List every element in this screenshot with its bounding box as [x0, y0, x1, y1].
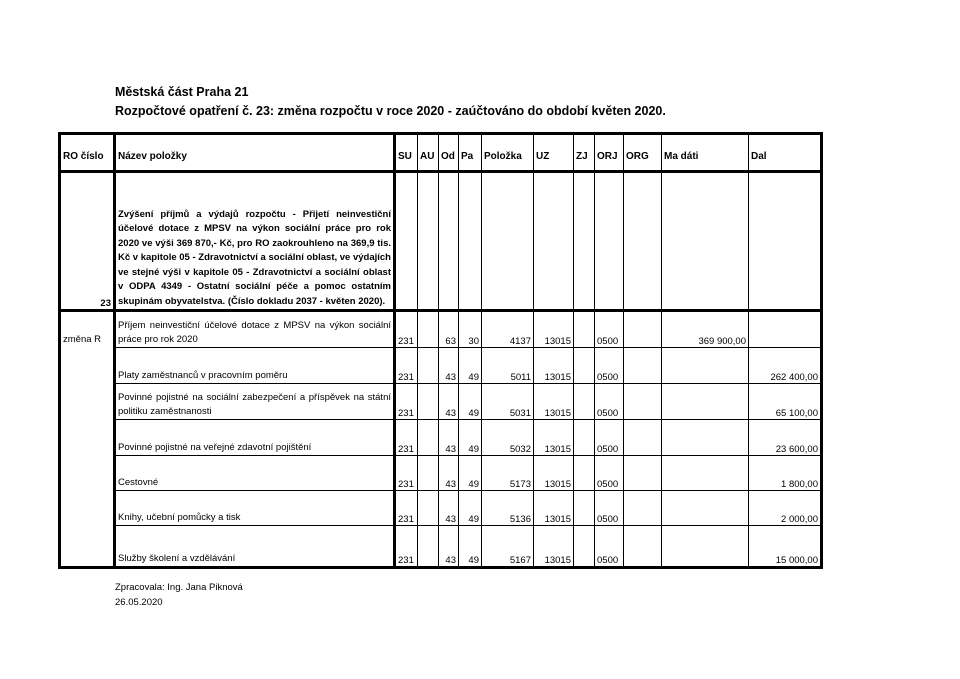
- uz: 13015: [534, 348, 574, 384]
- au: [418, 420, 439, 456]
- ma-dati: [662, 348, 749, 384]
- dal: 1 800,00: [749, 456, 822, 491]
- pa: 30: [459, 311, 482, 348]
- document-footer: [115, 580, 243, 610]
- table-header-row: [60, 134, 822, 172]
- orj: 0500: [595, 311, 624, 348]
- dal: 23 600,00: [749, 420, 822, 456]
- au: [418, 311, 439, 348]
- col-pa: Pa: [459, 134, 482, 172]
- org: [624, 420, 662, 456]
- budget-table: [58, 132, 823, 569]
- su: 231: [395, 526, 418, 568]
- zj: [574, 311, 595, 348]
- item-name: Služby školení a vzdělávání: [115, 526, 395, 568]
- col-zj: ZJ: [574, 134, 595, 172]
- au: [418, 348, 439, 384]
- org: [624, 348, 662, 384]
- table-row: [60, 311, 822, 348]
- prepared-date: 26.05.2020: [115, 597, 163, 608]
- col-ro-cislo: RO číslo: [60, 134, 115, 172]
- org: [624, 526, 662, 568]
- od: 43: [439, 420, 459, 456]
- description-row: [60, 172, 822, 311]
- col-org: ORG: [624, 134, 662, 172]
- od: 43: [439, 348, 459, 384]
- zj: [574, 491, 595, 526]
- change-label: změna R: [60, 311, 115, 568]
- dal: 262 400,00: [749, 348, 822, 384]
- uz: 13015: [534, 384, 574, 420]
- od: 43: [439, 491, 459, 526]
- table-row: [60, 420, 822, 456]
- org: [624, 384, 662, 420]
- document-title: Rozpočtové opatření č. 23: změna rozpočtu v roce 2020 - zaúčtováno do období květen 2020.: [115, 104, 666, 118]
- table-row: [60, 526, 822, 568]
- su: 231: [395, 491, 418, 526]
- od: 43: [439, 384, 459, 420]
- table-row: [60, 456, 822, 491]
- pa: 49: [459, 456, 482, 491]
- orj: 0500: [595, 456, 624, 491]
- uz: 13015: [534, 491, 574, 526]
- orj: 0500: [595, 491, 624, 526]
- su: 231: [395, 384, 418, 420]
- su: 231: [395, 311, 418, 348]
- item-name: Povinné pojistné na veřejné zdavotní pojištění: [115, 420, 395, 456]
- pa: 49: [459, 491, 482, 526]
- org: [624, 311, 662, 348]
- dal: 65 100,00: [749, 384, 822, 420]
- orj: 0500: [595, 526, 624, 568]
- col-uz: UZ: [534, 134, 574, 172]
- item-name: Knihy, učební pomůcky a tisk: [115, 491, 395, 526]
- col-su: SU: [395, 134, 418, 172]
- uz: 13015: [534, 526, 574, 568]
- orj: 0500: [595, 384, 624, 420]
- ma-dati: [662, 491, 749, 526]
- polozka: 5031: [482, 384, 534, 420]
- document-header: [115, 83, 666, 121]
- polozka: 5173: [482, 456, 534, 491]
- od: 43: [439, 456, 459, 491]
- ma-dati: [662, 384, 749, 420]
- su: 231: [395, 420, 418, 456]
- col-polozka: Položka: [482, 134, 534, 172]
- od: 63: [439, 311, 459, 348]
- au: [418, 456, 439, 491]
- pa: 49: [459, 526, 482, 568]
- col-od: Od: [439, 134, 459, 172]
- polozka: 5032: [482, 420, 534, 456]
- pa: 49: [459, 384, 482, 420]
- ma-dati: 369 900,00: [662, 311, 749, 348]
- org: [624, 456, 662, 491]
- col-nazev-polozky: Název položky: [115, 134, 395, 172]
- item-name: Příjem neinvestiční účelové dotace z MPSV na výkon sociální práce pro rok 2020: [115, 311, 395, 348]
- au: [418, 491, 439, 526]
- prepared-by: Zpracovala: Ing. Jana Piknová: [115, 582, 243, 593]
- polozka: 5136: [482, 491, 534, 526]
- orj: 0500: [595, 348, 624, 384]
- su: 231: [395, 456, 418, 491]
- uz: 13015: [534, 420, 574, 456]
- ma-dati: [662, 456, 749, 491]
- zj: [574, 348, 595, 384]
- orj: 0500: [595, 420, 624, 456]
- ma-dati: [662, 526, 749, 568]
- au: [418, 384, 439, 420]
- item-name: Platy zaměstnanců v pracovním poměru: [115, 348, 395, 384]
- dal: [749, 311, 822, 348]
- su: 231: [395, 348, 418, 384]
- zj: [574, 456, 595, 491]
- ro-description: Zvýšení příjmů a výdajů rozpočtu - Přijetí neinvestiční účelové dotace z MPSV na výkon sociální práce pro rok 2020 ve výši 369 870,- Kč, pro RO zaokrouhleno na 369,9 tis. Kč v kapitole 05 - Zdravotnictví a sociální oblast, ve výdajích ve stejné výši v kapitole 05 - Zdravotnictví a sociální oblast v ODPA 4349 - Ostatní sociální péče a pomoc ostatním skupinám obyvatelstva. (Číslo dokladu 2037 - květen 2020).: [115, 172, 395, 311]
- uz: 13015: [534, 456, 574, 491]
- organization-name: Městská část Praha 21: [115, 85, 249, 99]
- uz: 13015: [534, 311, 574, 348]
- ro-number: 23: [60, 172, 115, 311]
- polozka: 4137: [482, 311, 534, 348]
- zj: [574, 384, 595, 420]
- dal: 2 000,00: [749, 491, 822, 526]
- zj: [574, 526, 595, 568]
- pa: 49: [459, 420, 482, 456]
- table-row: [60, 348, 822, 384]
- col-dal: Dal: [749, 134, 822, 172]
- polozka: 5011: [482, 348, 534, 384]
- col-au: AU: [418, 134, 439, 172]
- zj: [574, 420, 595, 456]
- table-row: [60, 491, 822, 526]
- od: 43: [439, 526, 459, 568]
- item-name: Povinné pojistné na sociální zabezpečení a příspěvek na státní politiku zaměstnanosti: [115, 384, 395, 420]
- item-name: Cestovné: [115, 456, 395, 491]
- col-orj: ORJ: [595, 134, 624, 172]
- table-row: [60, 384, 822, 420]
- au: [418, 526, 439, 568]
- pa: 49: [459, 348, 482, 384]
- polozka: 5167: [482, 526, 534, 568]
- dal: 15 000,00: [749, 526, 822, 568]
- org: [624, 491, 662, 526]
- ma-dati: [662, 420, 749, 456]
- col-ma-dati: Ma dáti: [662, 134, 749, 172]
